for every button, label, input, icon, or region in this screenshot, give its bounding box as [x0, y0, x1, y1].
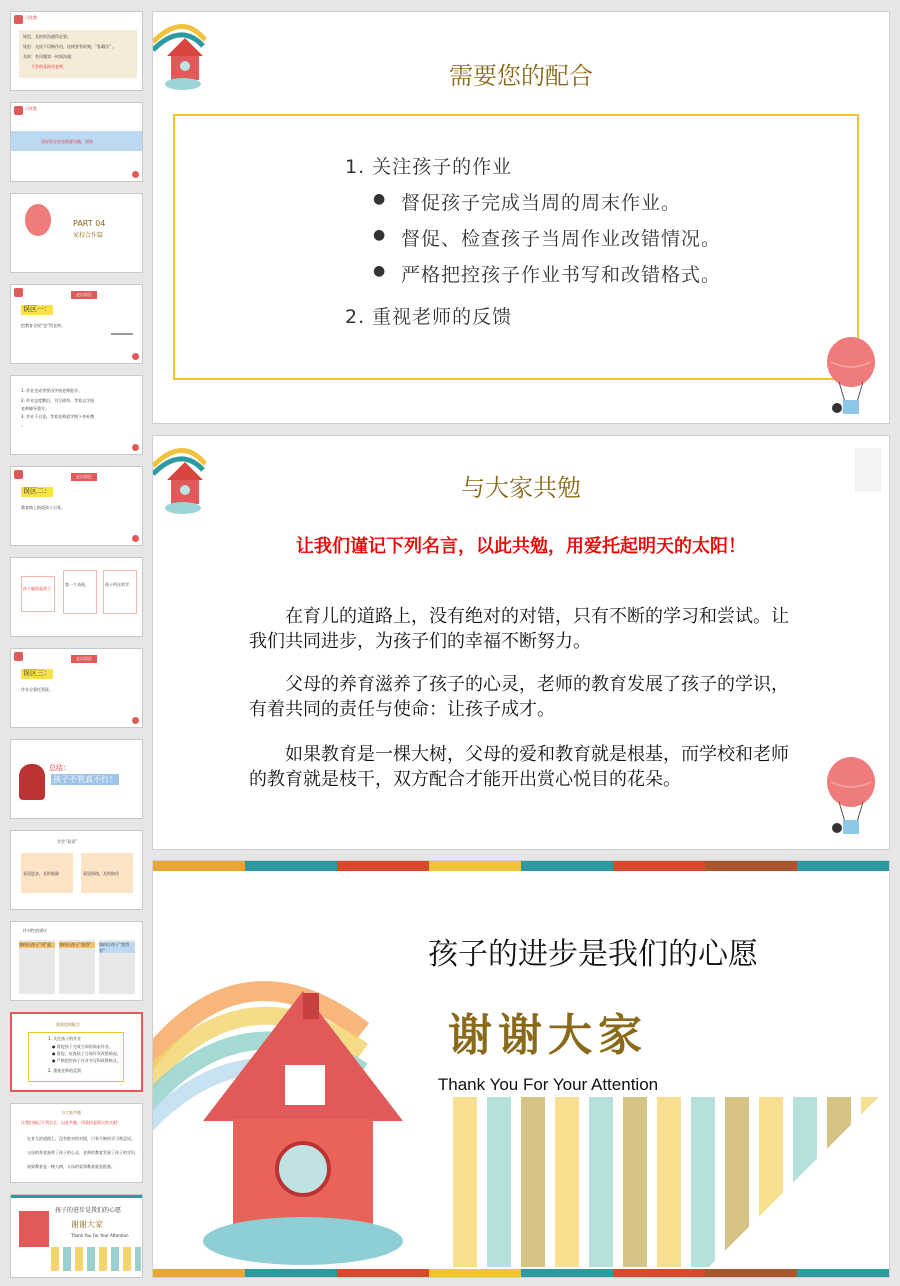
page-dot-icon: [132, 353, 139, 360]
thumbnail-slide-10[interactable]: [10, 830, 143, 910]
thumb-badge: 走出误区: [71, 473, 97, 481]
list-item-feedback: 2. 重视老师的反馈: [345, 306, 513, 328]
hot-air-balloon-icon: [821, 336, 885, 422]
slide-cooperation[interactable]: [152, 11, 890, 424]
quote-paragraph: 在育儿的道路上，没有绝对的对错，只有不断的学习和尝试。让我们共同进步，为孩子们的幸福不断努力。: [249, 606, 789, 652]
thumb-text: 1. 作业完成等要由学校老师批评。: [21, 388, 83, 393]
thumb-text: ● 督促、检查孩子当周作业改错情况。: [52, 1051, 121, 1056]
slide-title: 需要您的配合: [449, 62, 593, 90]
thanks-title: 谢谢大家: [448, 1010, 648, 1061]
thumb-head: 针对性的建议: [23, 928, 47, 933]
family-icon: [111, 315, 133, 335]
thumbnail-slide-6[interactable]: [10, 466, 143, 546]
thumb-text: 作业全靠托管班。: [21, 687, 53, 692]
thumb-text: 孩子偏误是孩子: [23, 586, 51, 591]
logo-icon: [14, 15, 23, 24]
thumb-text: 3. 作业不自觉，等着老师追学窗下来补缴: [21, 414, 95, 419]
thumb-text: 如何让孩子“变得有”: [99, 942, 135, 953]
thumb-text: 谢谢大家: [71, 1220, 103, 1229]
thumb-text: ● 督促孩子完成当周的周末作业。: [52, 1044, 113, 1049]
thumb-part-sub: 家校合作篇: [73, 232, 104, 239]
thumb-text: 1. 关注孩子的作业: [48, 1036, 82, 1041]
thumb-text: 如何让孩子“动”起: [19, 942, 55, 948]
thumb-head: 误区一：: [23, 305, 51, 313]
thumb-text: 2. 作业态度敷衍，书写潦草，等着去学校: [21, 398, 95, 403]
balloon-icon: [25, 204, 51, 236]
thumb-text: 如果教育是一棵大树，父母的爱和教育就是根基。: [27, 1164, 115, 1169]
logo-icon: [14, 288, 23, 297]
house-icon: [19, 1211, 49, 1247]
thumb-text: 。: [21, 422, 25, 427]
slide-encourage[interactable]: [152, 435, 890, 850]
thumb-red-text: 让我们谨记下列名言，以此共勉，用爱托起明天的太阳！: [21, 1120, 121, 1125]
page-dot-icon: [132, 535, 139, 542]
thumb-badge: 走出误区: [71, 655, 97, 663]
thumb-text: 父母的养育滋养了孩子的心灵，老师的教育发展了孩子的学识。: [27, 1150, 139, 1155]
thumb-head: 学会“看见”: [57, 839, 78, 844]
slide-thanks[interactable]: [152, 860, 890, 1278]
thumb-text: 老师辅导重写。: [21, 406, 49, 411]
thumb-head: 需要您的配合: [56, 1022, 80, 1027]
thumb-text: 如何让孩子“变得”: [59, 942, 95, 948]
page-dot-icon: [132, 171, 139, 178]
logo-icon: [14, 470, 23, 479]
thumb-head: 与大家共勉: [61, 1110, 81, 1115]
woman-avatar-icon: [19, 764, 45, 800]
thumb-text: 孩子不管真不行！: [53, 775, 117, 784]
thumb-text: 把教育全权“包”给老师。: [21, 323, 66, 328]
thumbnail-slide-8[interactable]: [10, 648, 143, 728]
thumbnail-slide-4[interactable]: [10, 284, 143, 364]
thumb-text: 在育儿的道路上，没有绝对的对错，只有不断的学习和尝试。: [27, 1136, 135, 1141]
thumb-head: 孩子的进步是我们的心愿: [55, 1207, 122, 1214]
hot-air-balloon-icon: [821, 756, 885, 842]
thumb-badge: 走出误区: [71, 291, 97, 299]
thumb-text: 2. 重视老师的反馈: [48, 1068, 82, 1073]
slide-title: 与大家共勉: [461, 474, 581, 502]
page-dot-icon: [132, 444, 139, 451]
bullet-item: ● 督促、检查孩子当周作业改错情况。: [401, 224, 721, 251]
logo-icon: [14, 652, 23, 661]
thumb-text: 看见情绪，及时陪伴: [83, 871, 119, 876]
thumb-text: 规范：交流不切断作用，连续要有时刻，”私聊法” 。: [23, 44, 117, 49]
thumbnail-slide-5[interactable]: [10, 375, 143, 455]
thumbnail-slide-3[interactable]: [10, 193, 143, 273]
thumb-text: 规范，及时的沟通得必要。: [23, 34, 71, 39]
thumb-brand: 习优教: [25, 15, 37, 20]
thumb-text: ● 严格把控孩子作业书写和改错格式。: [52, 1058, 121, 1063]
top-color-stripe: [153, 861, 889, 871]
thumb-text: 第一个表现，: [65, 582, 89, 587]
bullet-item: ● 督促孩子完成当周的周末作业。: [401, 188, 681, 215]
thumb-text: 及时：有问题第一时间沟通；: [23, 54, 75, 59]
bullet-item: ● 严格把控孩子作业书写和改错格式。: [401, 260, 721, 287]
thumbnail-slide-7[interactable]: [10, 557, 143, 637]
slide-thumbnail-pane[interactable]: [0, 0, 150, 1286]
thumb-brand: 习优教: [25, 106, 37, 111]
thanks-english: Thank You For Your Attention: [437, 1075, 659, 1094]
list-item-homework: 1. 关注孩子的作业: [345, 156, 513, 178]
thumb-text: 再好的方法也需要实践，坚持: [41, 139, 93, 144]
thumbnail-slide-1[interactable]: [10, 11, 143, 91]
logo-icon: [14, 106, 23, 115]
thumbnail-slide-12[interactable]: [10, 1012, 143, 1092]
thumb-text: 看见进步，及时鼓励: [23, 871, 59, 876]
quote-paragraph: 如果教育是一棵大树，父母的爱和教育就是根基，而学校和老师的教育就是枝干，双方配合才能开出赏心悦目的花朵。: [249, 744, 789, 790]
thumbnail-slide-9[interactable]: [10, 739, 143, 819]
thumbnail-slide-14[interactable]: [10, 1194, 143, 1278]
thumb-head: 总结：: [49, 764, 70, 772]
thumb-text: 不会的及时问老师。: [31, 64, 67, 69]
thumb-text: 教育路上指望孩子自觉。: [21, 505, 65, 510]
bottom-color-stripe: [153, 1269, 889, 1277]
page-dot-icon: [132, 717, 139, 724]
thumbnail-slide-13[interactable]: [10, 1103, 143, 1183]
thumb-text: 孩子所在的学: [105, 582, 129, 587]
triangle-pattern: [453, 1097, 890, 1267]
thumb-text: Thank You For Your Attention: [71, 1233, 129, 1238]
closing-headline: 孩子的进步是我们的心愿: [428, 937, 758, 972]
quote-paragraph: 父母的养育滋养了孩子的心灵，老师的教育发展了孩子的学识，有着共同的责任与使命：让孩子成才。: [249, 674, 789, 720]
thumbnail-slide-11[interactable]: [10, 921, 143, 1001]
thumb-part: PART 04: [73, 219, 106, 228]
thumbnail-slide-2[interactable]: [10, 102, 143, 182]
thumb-head: 误区二：: [23, 487, 51, 495]
motto-line: 让我们谨记下列名言，以此共勉，用爱托起明天的太阳！: [296, 536, 746, 557]
thumb-head: 误区三：: [23, 669, 51, 677]
